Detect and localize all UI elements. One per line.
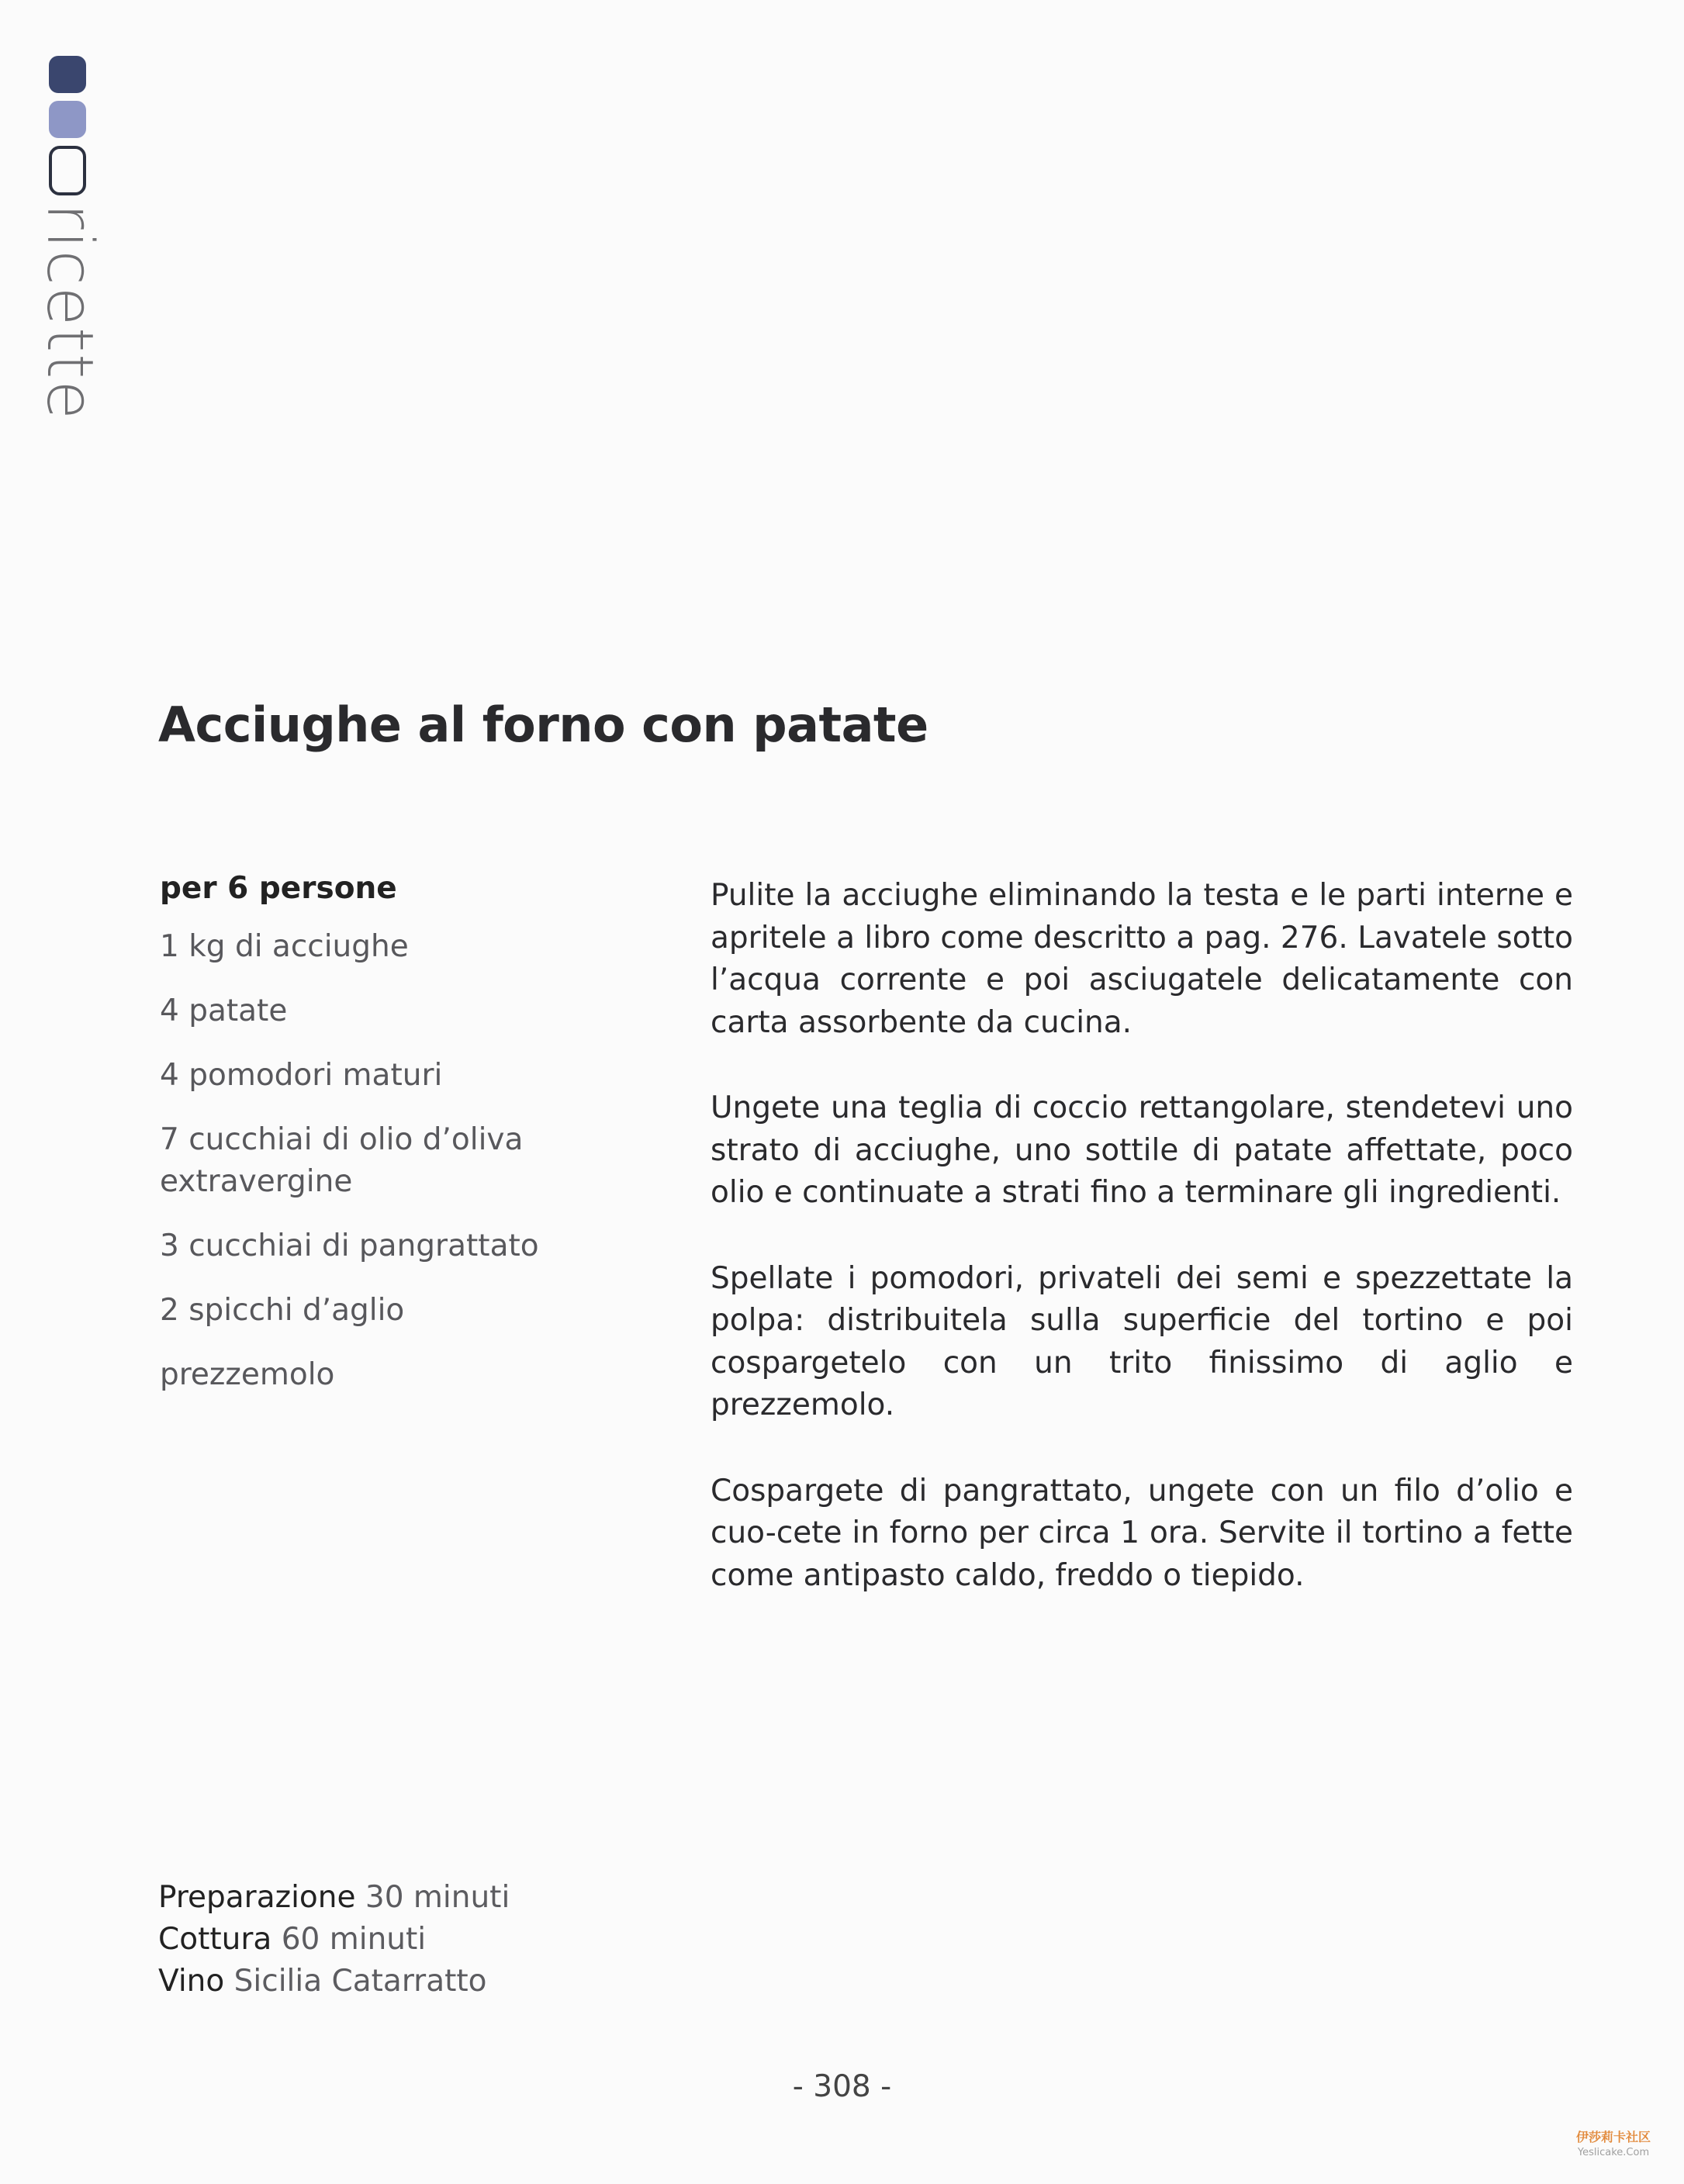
- cooking-row: [158, 1919, 510, 1961]
- preparation-value: 30 minuti: [365, 1880, 510, 1915]
- ingredient-item: 2 spicchi d’aglio: [160, 1293, 405, 1328]
- section-marker-filled: [49, 56, 86, 93]
- section-marker-light: [49, 101, 86, 138]
- wine-value: Sicilia Catarratto: [233, 1964, 487, 1999]
- preparation-row: [158, 1877, 510, 1919]
- method-step: Spellate i pomodori, privateli dei semi e spezzettate la polpa: distribuitela sulla superficie del tortino e poi cospargetelo con un trito finissimo di aglio e prezzemolo.: [711, 1260, 1573, 1422]
- ingredient-item: 3 cucchiai di pangrattato: [160, 1228, 539, 1263]
- servings-heading: per 6 persone: [160, 871, 397, 906]
- method-step: Ungete una teglia di coccio rettangolare, stendetevi uno strato di acciughe, uno sottile di patate affettate, poco olio e continuate a strati fino a terminare gli ingredienti.: [711, 1090, 1573, 1210]
- section-marker-outline: [49, 146, 86, 195]
- ingredient-item: 7 cucchiai di olio d’oliva extravergine: [160, 1122, 524, 1199]
- section-label-text: ricette: [33, 203, 106, 421]
- wine-row: [158, 1961, 510, 2003]
- wine-label: Vino: [158, 1964, 225, 1999]
- method-step: Cospargete di pangrattato, ungete con un filo d’olio e cuo-cete in forno per circa 1 ora. Servite il tortino a fette come antipasto caldo, freddo o tiepido.: [711, 1473, 1573, 1593]
- method-step: Pulite la acciughe eliminando la testa e le parti interne e apritele a libro come descritto a pag. 276. Lavatele sotto l’acqua corrente e poi asciugatele delicatamente con carta assorbente da cucina.: [711, 878, 1573, 1040]
- watermark-line2: Yeslicake.Com: [1577, 2147, 1650, 2158]
- watermark: [1571, 2130, 1656, 2161]
- recipe-info: [158, 1877, 510, 2003]
- cooking-value: 60 minuti: [281, 1922, 427, 1957]
- watermark-line1: 伊莎莉卡社区: [1575, 2130, 1651, 2144]
- ingredient-item: 4 pomodori maturi: [160, 1058, 443, 1093]
- ingredients-column: [160, 869, 641, 1419]
- preparation-label: Preparazione: [158, 1880, 356, 1915]
- ingredient-item: prezzemolo: [160, 1357, 335, 1392]
- method-column: [711, 875, 1573, 1640]
- section-label: [33, 203, 106, 436]
- ingredient-item: 1 kg di acciughe: [160, 929, 409, 964]
- ingredient-item: 4 patate: [160, 994, 288, 1028]
- recipe-title: Acciughe al forno con patate: [158, 696, 928, 753]
- cooking-label: Cottura: [158, 1922, 272, 1957]
- page-number: - 308 -: [792, 2069, 892, 2104]
- ingredient-list: [160, 926, 641, 1396]
